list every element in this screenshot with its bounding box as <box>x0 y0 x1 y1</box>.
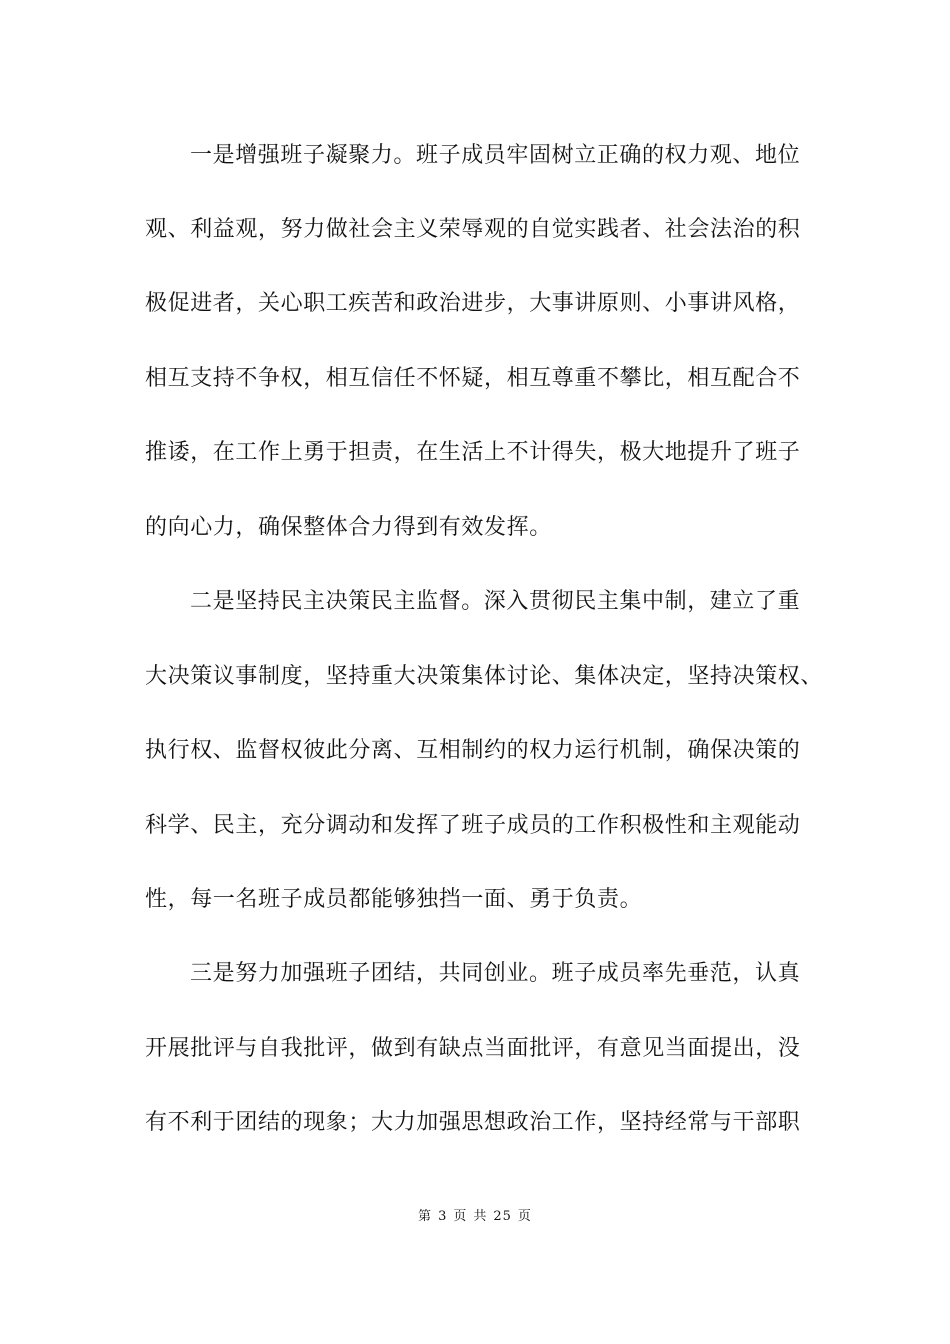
footer-total-pages: 25 <box>493 1209 512 1224</box>
footer-current-page: 3 <box>438 1209 448 1224</box>
paragraph-1-line-6: 的向心力，确保整体合力得到有效发挥。 <box>145 515 552 540</box>
footer-page-label: 页 <box>453 1209 468 1224</box>
paragraph-1-line-5: 推诿，在工作上勇于担责，在生活上不计得失，极大地提升了班子 <box>145 440 801 465</box>
paragraph-1-line-4: 相互支持不争权，相互信任不怀疑，相互尊重不攀比，相互配合不 <box>145 366 801 391</box>
paragraph-1-line-2: 观、利益观，努力做社会主义荣辱观的自觉实践者、社会法治的积 <box>145 217 801 242</box>
paragraph-3-line-1: 三是努力加强班子团结，共同创业。班子成员率先垂范，认真 <box>190 961 801 986</box>
page-footer <box>0 1208 950 1226</box>
paragraph-2-line-5: 性，每一名班子成员都能够独挡一面、勇于负责。 <box>145 887 643 912</box>
footer-prefix: 第 <box>418 1209 433 1224</box>
paragraph-2-line-4: 科学、民主，充分调动和发挥了班子成员的工作积极性和主观能动 <box>145 813 801 838</box>
paragraph-2-line-1: 二是坚持民主决策民主监督。深入贯彻民主集中制，建立了重 <box>190 589 801 614</box>
paragraph-3-line-3: 有不利于团结的现象；大力加强思想政治工作，坚持经常与干部职 <box>145 1110 801 1135</box>
paragraph-3-line-2: 开展批评与自我批评，做到有缺点当面批评，有意见当面提出，没 <box>145 1036 801 1061</box>
paragraph-2-line-2: 大决策议事制度，坚持重大决策集体讨论、集体决定，坚持决策权、 <box>145 664 824 689</box>
footer-total-label: 共 <box>473 1209 488 1224</box>
paragraph-1-line-3: 极促进者，关心职工疾苦和政治进步，大事讲原则、小事讲风格， <box>145 291 801 316</box>
paragraph-2-line-3: 执行权、监督权彼此分离、互相制约的权力运行机制，确保决策的 <box>145 738 801 763</box>
paragraph-1-line-1: 一是增强班子凝聚力。班子成员牢固树立正确的权力观、地位 <box>190 143 801 168</box>
footer-suffix: 页 <box>517 1209 532 1224</box>
